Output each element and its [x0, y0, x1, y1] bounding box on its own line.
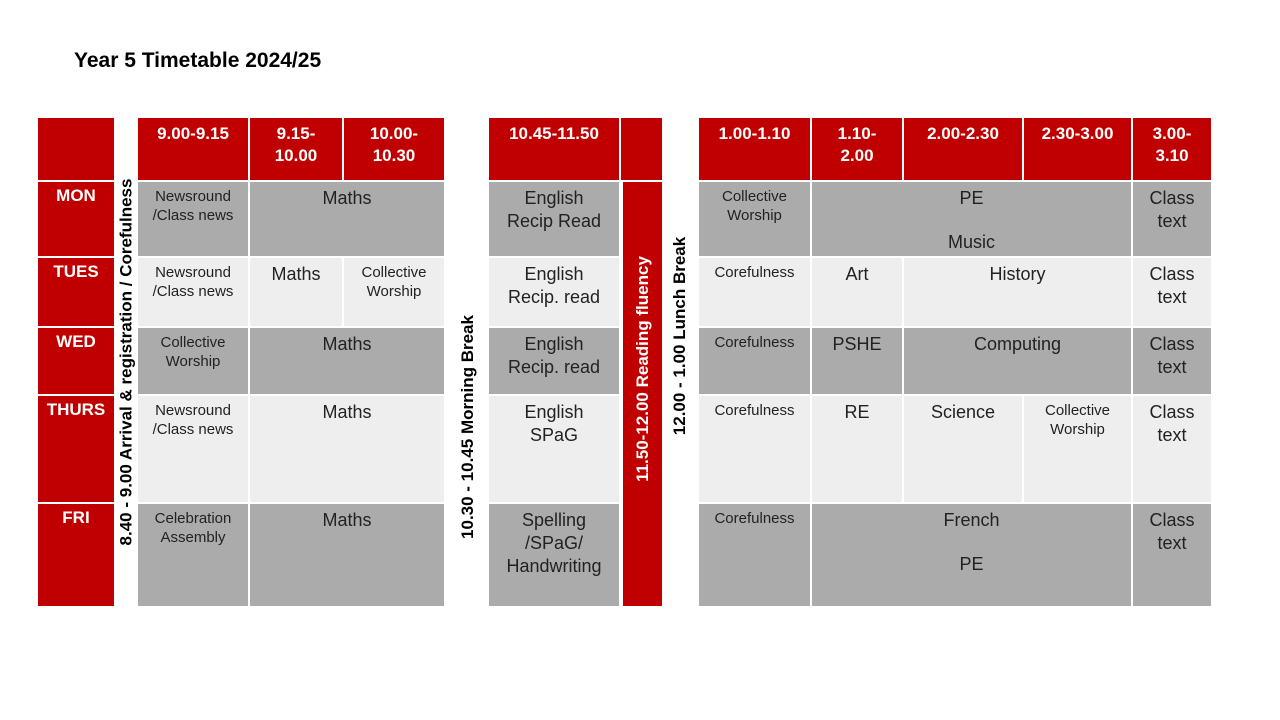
tue-slot-b2: Collective Worship [344, 258, 444, 326]
mon-slot-d: Collective Worship [699, 182, 810, 256]
thu-slot-e: RE [812, 396, 902, 502]
tue-slot-c: English Recip. read [489, 258, 619, 326]
mon-slot-a: Newsround /Class news [138, 182, 248, 256]
mon-slot-e: PE Music [812, 182, 1131, 256]
fri-slot-a: Celebration Assembly [138, 504, 248, 606]
wed-slot-c: English Recip. read [489, 328, 619, 394]
reading-fluency-column: 11.50-12.00 Reading fluency [623, 182, 662, 606]
mon-slot-b: Maths [250, 182, 444, 256]
day-fri: FRI [38, 504, 114, 606]
fri-slot-d: Corefulness [699, 504, 810, 606]
thu-slot-a: Newsround /Class news [138, 396, 248, 502]
fri-slot-e: French PE [812, 504, 1131, 606]
tue-slot-d: Corefulness [699, 258, 810, 326]
time-header-9-15: 9.15- 10.00 [250, 118, 342, 180]
tue-slot-a: Newsround /Class news [138, 258, 248, 326]
page-title: Year 5 Timetable 2024/25 [74, 49, 322, 72]
wed-slot-e: PSHE [812, 328, 902, 394]
time-header-9-00: 9.00-9.15 [138, 118, 248, 180]
time-header-1-10: 1.10- 2.00 [812, 118, 902, 180]
mon-slot-f: Class text [1133, 182, 1211, 256]
thu-slot-c: English SPaG [489, 396, 619, 502]
wed-slot-e2: Computing [904, 328, 1131, 394]
corner-header [38, 118, 114, 180]
thu-slot-e3: Collective Worship [1024, 396, 1131, 502]
wed-slot-b: Maths [250, 328, 444, 394]
wed-slot-f: Class text [1133, 328, 1211, 394]
time-header-10-45: 10.45-11.50 [489, 118, 619, 180]
fri-slot-f: Class text [1133, 504, 1211, 606]
time-header-2-30: 2.30-3.00 [1024, 118, 1131, 180]
wed-slot-d: Corefulness [699, 328, 810, 394]
time-header-1-00: 1.00-1.10 [699, 118, 810, 180]
mon-slot-c: English Recip Read [489, 182, 619, 256]
reading-fluency-top [621, 118, 662, 180]
thu-slot-d: Corefulness [699, 396, 810, 502]
fri-slot-b: Maths [250, 504, 444, 606]
day-mon: MON [38, 182, 114, 256]
fri-slot-c: Spelling /SPaG/ Handwriting [489, 504, 619, 606]
tue-slot-f: Class text [1133, 258, 1211, 326]
tue-slot-b: Maths [250, 258, 342, 326]
wed-slot-a: Collective Worship [138, 328, 248, 394]
thu-slot-b: Maths [250, 396, 444, 502]
time-header-10-00: 10.00- 10.30 [344, 118, 444, 180]
time-header-2-00: 2.00-2.30 [904, 118, 1022, 180]
thu-slot-f: Class text [1133, 396, 1211, 502]
day-wed: WED [38, 328, 114, 394]
thu-slot-e2: Science [904, 396, 1022, 502]
arrival-registration-label: 8.40 - 9.00 Arrival & registration / Corefulness [116, 178, 135, 546]
morning-break-label: 10.30 - 10.45 Morning Break [458, 315, 477, 539]
tue-slot-e2: History [904, 258, 1131, 326]
time-header-3-00: 3.00- 3.10 [1133, 118, 1211, 180]
tue-slot-e: Art [812, 258, 902, 326]
day-tues: TUES [38, 258, 114, 326]
lunch-break-label: 12.00 - 1.00 Lunch Break [670, 236, 689, 436]
day-thurs: THURS [38, 396, 114, 502]
